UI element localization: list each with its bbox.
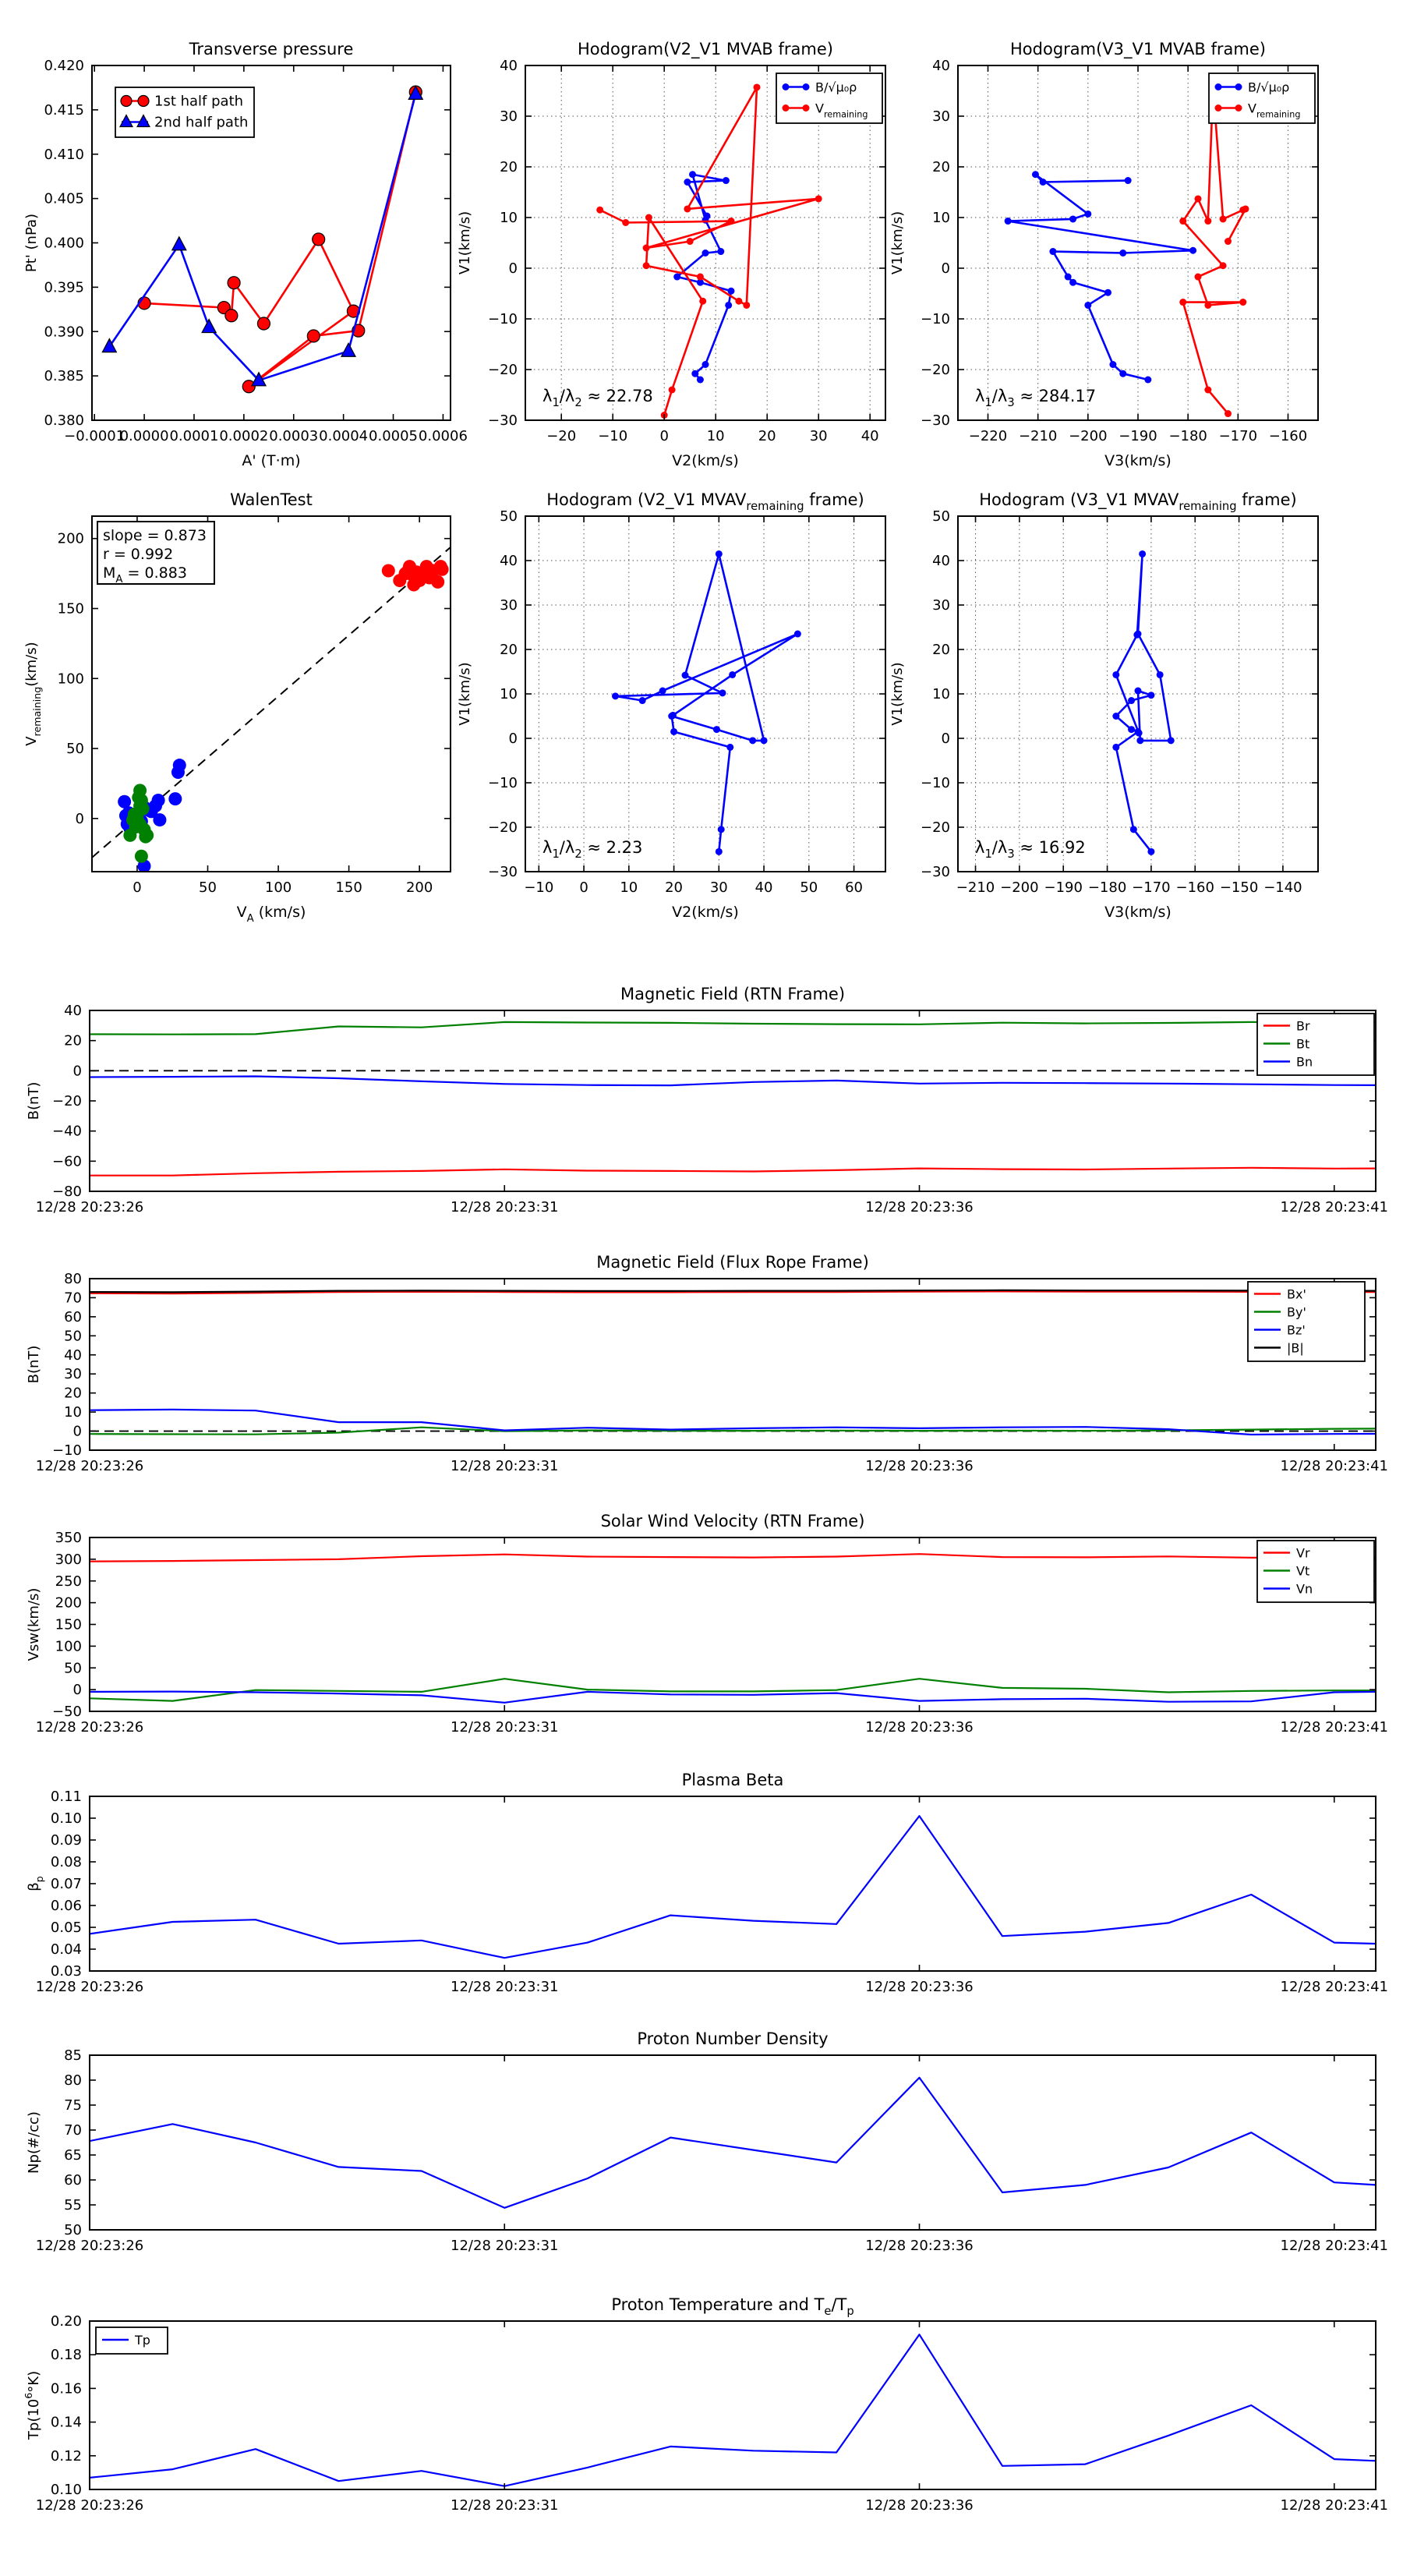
y-tick-label: −20 bbox=[52, 1093, 82, 1109]
x-tick-label: 0 bbox=[133, 879, 142, 896]
y-tick-label: 150 bbox=[57, 600, 84, 617]
y-tick-label: −30 bbox=[921, 412, 950, 429]
lambda-annotation: $\lambda_1/\lambda_2 \approx 2.23$ bbox=[542, 838, 643, 861]
plot-b-fluxrope bbox=[26, 1253, 1388, 1474]
x-tick-label: 0.0004 bbox=[319, 428, 369, 444]
y-axis-label: $V_{remaining}(km/s)$ bbox=[23, 642, 43, 746]
y-tick-label: −80 bbox=[52, 1184, 82, 1200]
x-tick-label: 30 bbox=[809, 428, 828, 444]
y-tick-label: 0.12 bbox=[50, 2447, 82, 2465]
legend-label: Bx' bbox=[1287, 1286, 1306, 1302]
y-tick-label: 30 bbox=[500, 597, 518, 614]
x-tick-label: 12/28 20:23:36 bbox=[865, 1199, 974, 1215]
x-tick-label: −220 bbox=[968, 428, 1008, 444]
y-tick-label: 0.06 bbox=[50, 1898, 82, 1914]
y-tick-label: 30 bbox=[932, 108, 950, 125]
x-tick-label: 12/28 20:23:41 bbox=[1280, 1719, 1388, 1736]
x-tick-label: 12/28 20:23:26 bbox=[35, 1719, 144, 1736]
x-tick-label: 12/28 20:23:31 bbox=[451, 1979, 559, 1995]
y-tick-label: 40 bbox=[500, 553, 518, 569]
series-group bbox=[1005, 83, 1249, 417]
legend-label: Tp bbox=[135, 2333, 150, 2348]
series-group bbox=[90, 2078, 1376, 2208]
x-tick-label: 150 bbox=[335, 879, 362, 896]
y-tick-label: 10 bbox=[932, 210, 950, 226]
y-tick-label: 0.14 bbox=[50, 2414, 82, 2431]
plot-title: Proton Number Density bbox=[637, 2029, 829, 2048]
y-axis-label: V1(km/s) bbox=[889, 662, 906, 726]
series-B/√μ₀ρ bbox=[1008, 175, 1193, 380]
series-group bbox=[596, 83, 822, 419]
legend-label: $V_{remaining}$ bbox=[815, 101, 868, 120]
y-tick-label: −10 bbox=[488, 775, 518, 791]
y-tick-label: 65 bbox=[64, 2147, 82, 2164]
lambda-annotation: $\lambda_1/\lambda_3 \approx 16.92$ bbox=[975, 838, 1086, 861]
legend-label: 2nd half path bbox=[154, 114, 249, 131]
legend-label: Bn bbox=[1296, 1054, 1313, 1070]
y-tick-label: 0.07 bbox=[50, 1876, 82, 1892]
x-tick-label: −170 bbox=[1218, 428, 1258, 444]
y-tick-label: 0.395 bbox=[44, 279, 84, 296]
y-tick-label: 0 bbox=[508, 260, 518, 277]
plot-b-rtn bbox=[26, 985, 1388, 1215]
y-tick-label: −40 bbox=[52, 1123, 82, 1140]
y-tick-label: 10 bbox=[500, 210, 518, 226]
x-tick-label: 12/28 20:23:31 bbox=[451, 1458, 559, 1474]
y-tick-label: 80 bbox=[64, 1271, 82, 1287]
y-tick-label: 80 bbox=[64, 2072, 82, 2089]
series-V~remaining~ bbox=[600, 87, 818, 416]
series-group bbox=[92, 547, 451, 872]
x-tick-label: −210 bbox=[956, 879, 995, 896]
y-tick-label: 20 bbox=[932, 642, 950, 658]
x-tick-label: 12/28 20:23:31 bbox=[451, 2238, 559, 2254]
y-tick-label: −20 bbox=[488, 362, 518, 378]
plot-vsw-rtn bbox=[26, 1512, 1388, 1736]
y-tick-label: 0.05 bbox=[50, 1920, 82, 1936]
x-tick-label: 12/28 20:23:41 bbox=[1280, 2238, 1388, 2254]
y-tick-label: 20 bbox=[64, 1032, 82, 1049]
x-tick-label: −190 bbox=[1044, 879, 1083, 896]
series-Vr bbox=[90, 1554, 1376, 1562]
x-tick-label: 12/28 20:23:26 bbox=[35, 2238, 144, 2254]
y-tick-label: 0 bbox=[508, 731, 518, 747]
x-tick-label: 12/28 20:23:36 bbox=[865, 1979, 974, 1995]
y-tick-label: 0 bbox=[72, 1682, 82, 1699]
y-tick-label: 0.18 bbox=[50, 2347, 82, 2364]
x-tick-label: 0.0001 bbox=[169, 428, 219, 444]
y-tick-label: 0.405 bbox=[44, 190, 84, 207]
plot-plasma-beta bbox=[26, 1771, 1388, 1995]
y-tick-label: −10 bbox=[921, 775, 950, 791]
series-group bbox=[612, 550, 801, 855]
x-tick-label: 0.0003 bbox=[269, 428, 319, 444]
y-tick-label: 0.10 bbox=[50, 2482, 82, 2498]
y-tick-label: 10 bbox=[64, 1404, 82, 1421]
x-axis-label: A' (T·m) bbox=[242, 452, 301, 469]
plot-title: Solar Wind Velocity (RTN Frame) bbox=[600, 1512, 865, 1530]
plot-hodogram-v2v1-mvav bbox=[457, 490, 885, 921]
y-axis-label: V1(km/s) bbox=[457, 662, 473, 726]
x-tick-label: 40 bbox=[861, 428, 879, 444]
x-tick-label: −210 bbox=[1018, 428, 1058, 444]
plot-title: Plasma Beta bbox=[681, 1771, 784, 1789]
y-tick-label: 50 bbox=[64, 1328, 82, 1345]
y-tick-label: −10 bbox=[488, 311, 518, 327]
x-tick-label: −160 bbox=[1175, 879, 1214, 896]
lambda-annotation: $\lambda_1/\lambda_3 \approx 284.17$ bbox=[975, 387, 1097, 409]
x-axis-label: V2(km/s) bbox=[672, 452, 739, 469]
x-tick-label: 50 bbox=[800, 879, 818, 896]
y-tick-label: 20 bbox=[500, 159, 518, 175]
legend-label: Vt bbox=[1296, 1563, 1310, 1579]
x-axis-label: $V_A$ (km/s) bbox=[236, 904, 306, 925]
y-tick-label: 0.08 bbox=[50, 1854, 82, 1870]
legend-label: B/√μ₀ρ bbox=[1248, 80, 1290, 95]
y-tick-label: 0.420 bbox=[44, 58, 84, 74]
y-tick-label: −10 bbox=[921, 311, 950, 327]
legend-label: 1st half path bbox=[154, 93, 244, 110]
series-Tp bbox=[90, 2334, 1376, 2486]
y-tick-label: 75 bbox=[64, 2097, 82, 2114]
x-tick-label: −170 bbox=[1132, 879, 1171, 896]
series-V3_V1 path bbox=[1116, 554, 1172, 852]
y-tick-label: 10 bbox=[932, 686, 950, 702]
x-tick-label: 12/28 20:23:36 bbox=[865, 1719, 974, 1736]
y-tick-label: 0 bbox=[941, 731, 950, 747]
legend-label: Br bbox=[1296, 1018, 1310, 1034]
y-tick-label: 200 bbox=[57, 530, 84, 547]
y-axis-label: $Tp(10^6^\circ K)$ bbox=[23, 2370, 42, 2440]
y-tick-label: 40 bbox=[932, 58, 950, 74]
y-tick-label: 40 bbox=[500, 58, 518, 74]
y-tick-label: 60 bbox=[64, 2172, 82, 2189]
y-tick-label: 0.385 bbox=[44, 368, 84, 385]
y-tick-label: −30 bbox=[488, 864, 518, 880]
y-tick-label: 50 bbox=[64, 1660, 82, 1677]
x-tick-label: −20 bbox=[546, 428, 577, 444]
x-tick-label: 12/28 20:23:31 bbox=[451, 1199, 559, 1215]
y-axis-label: $\beta_p$ bbox=[26, 1876, 45, 1891]
plot-proton-temp bbox=[23, 2295, 1388, 2514]
x-tick-label: −140 bbox=[1263, 879, 1302, 896]
y-tick-label: −60 bbox=[52, 1153, 82, 1170]
y-tick-label: 0.415 bbox=[44, 101, 84, 119]
x-tick-label: 0 bbox=[579, 879, 588, 896]
x-tick-label: −200 bbox=[1069, 428, 1108, 444]
plot-title: Hodogram (V3_V1 $MVAV_{remaining}$ frame) bbox=[979, 490, 1297, 513]
plot-title: Hodogram (V2_V1 $MVAV_{remaining}$ frame) bbox=[546, 490, 864, 513]
y-tick-label: 30 bbox=[64, 1366, 82, 1383]
y-tick-label: 40 bbox=[64, 1003, 82, 1019]
x-tick-label: −0.0001 bbox=[64, 428, 125, 444]
x-tick-label: 12/28 20:23:26 bbox=[35, 1458, 144, 1474]
plot-hodogram-v3v1-mvav bbox=[889, 490, 1318, 921]
x-tick-label: 100 bbox=[264, 879, 292, 896]
y-axis-label: V1(km/s) bbox=[457, 211, 473, 275]
plot-proton-density bbox=[26, 2029, 1388, 2254]
series-group bbox=[90, 1816, 1376, 1958]
series-Np bbox=[90, 2078, 1376, 2208]
y-tick-label: 0 bbox=[72, 1423, 82, 1440]
plot-walen-test bbox=[23, 490, 451, 925]
y-tick-label: −10 bbox=[52, 1442, 82, 1459]
x-tick-label: −150 bbox=[1219, 879, 1259, 896]
legend-label: |B| bbox=[1287, 1340, 1304, 1356]
y-tick-label: 300 bbox=[55, 1551, 82, 1568]
legend-label: B/√μ₀ρ bbox=[815, 80, 857, 95]
x-tick-label: 0.0005 bbox=[369, 428, 419, 444]
legend-label: By' bbox=[1287, 1304, 1306, 1320]
x-tick-label: 20 bbox=[758, 428, 776, 444]
y-tick-label: 0.11 bbox=[50, 1789, 82, 1805]
x-tick-label: 12/28 20:23:41 bbox=[1280, 2497, 1388, 2514]
series-group bbox=[90, 1290, 1376, 1435]
plot-title: WalenTest bbox=[230, 490, 313, 509]
x-tick-label: 0.0002 bbox=[219, 428, 269, 444]
y-tick-label: 10 bbox=[500, 686, 518, 702]
y-tick-label: 30 bbox=[932, 597, 950, 614]
plot-title: Transverse pressure bbox=[189, 40, 354, 58]
x-tick-label: 50 bbox=[199, 879, 217, 896]
x-tick-label: −180 bbox=[1087, 879, 1127, 896]
stats-line: r = 0.992 bbox=[103, 546, 174, 563]
y-tick-label: −20 bbox=[921, 819, 950, 836]
legend-label: Bt bbox=[1296, 1036, 1310, 1052]
series-group bbox=[1112, 550, 1174, 855]
x-tick-label: −180 bbox=[1168, 428, 1207, 444]
y-tick-label: 200 bbox=[55, 1594, 82, 1612]
y-axis-label: Vsw(km/s) bbox=[26, 1587, 42, 1661]
lambda-annotation: $\lambda_1/\lambda_2 \approx 22.78$ bbox=[542, 387, 653, 409]
y-tick-label: 0.16 bbox=[50, 2380, 82, 2397]
y-tick-label: 20 bbox=[500, 642, 518, 658]
legend-label: Vr bbox=[1296, 1545, 1310, 1561]
x-tick-label: 0.0006 bbox=[418, 428, 468, 444]
x-tick-label: 10 bbox=[620, 879, 638, 896]
y-tick-label: 40 bbox=[932, 553, 950, 569]
plot-title: Magnetic Field (RTN Frame) bbox=[620, 985, 846, 1003]
series-Bt bbox=[90, 1022, 1376, 1035]
x-tick-label: −200 bbox=[1000, 879, 1039, 896]
legend-label: Bz' bbox=[1287, 1322, 1306, 1338]
y-tick-label: 350 bbox=[55, 1530, 82, 1546]
x-tick-label: 20 bbox=[665, 879, 684, 896]
x-tick-label: 200 bbox=[405, 879, 433, 896]
y-tick-label: 0.10 bbox=[50, 1810, 82, 1827]
y-tick-label: 70 bbox=[64, 1290, 82, 1307]
y-tick-label: −30 bbox=[488, 412, 518, 429]
x-tick-label: 12/28 20:23:41 bbox=[1280, 1199, 1388, 1215]
x-tick-label: 40 bbox=[755, 879, 773, 896]
plot-title: Proton Temperature and $T_e/T_p$ bbox=[611, 2295, 854, 2318]
y-axis-label: V1(km/s) bbox=[889, 211, 906, 275]
x-tick-label: 12/28 20:23:41 bbox=[1280, 1458, 1388, 1474]
x-tick-label: 0.0000 bbox=[119, 428, 169, 444]
x-tick-label: 60 bbox=[845, 879, 864, 896]
x-axis-label: V3(km/s) bbox=[1104, 904, 1172, 921]
y-tick-label: 0.09 bbox=[50, 1832, 82, 1849]
y-tick-label: 0.04 bbox=[50, 1941, 82, 1958]
y-tick-label: 50 bbox=[500, 508, 518, 525]
plot-hodogram-v3v1-mvab bbox=[889, 40, 1318, 469]
y-tick-label: 100 bbox=[55, 1638, 82, 1655]
series-Vn bbox=[90, 1692, 1376, 1703]
y-tick-label: 100 bbox=[57, 671, 84, 688]
y-axis-label: B(nT) bbox=[26, 1081, 42, 1120]
x-tick-label: 12/28 20:23:36 bbox=[865, 2238, 974, 2254]
y-axis-label: B(nT) bbox=[26, 1345, 42, 1384]
y-tick-label: 0.380 bbox=[44, 412, 84, 429]
x-tick-label: 12/28 20:23:31 bbox=[451, 1719, 559, 1736]
y-tick-label: 70 bbox=[64, 2122, 82, 2139]
x-tick-label: 12/28 20:23:31 bbox=[451, 2497, 559, 2514]
series-group bbox=[90, 1554, 1376, 1703]
legend-label: Vn bbox=[1296, 1581, 1313, 1597]
x-tick-label: 12/28 20:23:41 bbox=[1280, 1979, 1388, 1995]
y-tick-label: 20 bbox=[64, 1385, 82, 1402]
legend-label: $V_{remaining}$ bbox=[1248, 101, 1301, 120]
y-tick-label: 250 bbox=[55, 1573, 82, 1590]
x-tick-label: −10 bbox=[598, 428, 628, 444]
y-tick-label: 0.20 bbox=[50, 2313, 82, 2330]
y-tick-label: 0.390 bbox=[44, 324, 84, 341]
x-tick-label: −190 bbox=[1119, 428, 1157, 444]
y-tick-label: 30 bbox=[500, 108, 518, 125]
x-tick-label: 30 bbox=[709, 879, 728, 896]
x-tick-label: 12/28 20:23:26 bbox=[35, 2497, 144, 2514]
plot-title: Magnetic Field (Flux Rope Frame) bbox=[596, 1253, 869, 1272]
series-group bbox=[90, 2334, 1376, 2486]
y-tick-label: 0 bbox=[75, 810, 84, 827]
series-Br bbox=[90, 1168, 1376, 1176]
y-tick-label: 40 bbox=[64, 1346, 82, 1364]
x-axis-label: V2(km/s) bbox=[672, 904, 739, 921]
y-axis-label: Pt' (nPa) bbox=[23, 213, 40, 273]
series-beta_p bbox=[90, 1816, 1376, 1958]
y-axis-label: Np(#/cc) bbox=[26, 2111, 42, 2174]
series-group bbox=[90, 1022, 1376, 1176]
y-tick-label: 50 bbox=[932, 508, 950, 525]
stats-line: slope = 0.873 bbox=[103, 527, 207, 544]
y-tick-label: −30 bbox=[921, 864, 950, 880]
series-Vt bbox=[90, 1679, 1376, 1700]
x-tick-label: −10 bbox=[524, 879, 554, 896]
stats-line: $M_A = 0.883$ bbox=[103, 564, 187, 586]
plot-hodogram-v2v1-mvab bbox=[457, 40, 885, 469]
y-tick-label: 60 bbox=[64, 1308, 82, 1325]
x-tick-label: 0 bbox=[659, 428, 669, 444]
x-tick-label: 12/28 20:23:36 bbox=[865, 1458, 974, 1474]
y-tick-label: −20 bbox=[921, 362, 950, 378]
y-tick-label: 0.03 bbox=[50, 1963, 82, 1980]
y-tick-label: 0 bbox=[941, 260, 950, 277]
y-tick-label: 20 bbox=[932, 159, 950, 175]
y-tick-label: 0 bbox=[72, 1063, 82, 1080]
x-tick-label: 12/28 20:23:26 bbox=[35, 1979, 144, 1995]
x-axis-label: V3(km/s) bbox=[1104, 452, 1172, 469]
y-tick-label: 150 bbox=[55, 1616, 82, 1633]
x-tick-label: 10 bbox=[706, 428, 725, 444]
plot-transverse-pressure bbox=[23, 40, 468, 469]
y-tick-label: 0.410 bbox=[44, 146, 84, 163]
x-tick-label: 12/28 20:23:36 bbox=[865, 2497, 974, 2514]
plot-title: Hodogram(V2_V1 MVAB frame) bbox=[578, 40, 833, 58]
y-tick-label: 85 bbox=[64, 2047, 82, 2064]
y-tick-label: 0.400 bbox=[44, 235, 84, 252]
y-tick-label: −20 bbox=[488, 819, 518, 836]
y-tick-label: 50 bbox=[66, 741, 84, 758]
x-tick-label: 12/28 20:23:26 bbox=[35, 1199, 144, 1215]
series-Bn bbox=[90, 1077, 1376, 1086]
x-tick-label: −160 bbox=[1268, 428, 1308, 444]
y-tick-label: 55 bbox=[64, 2197, 82, 2213]
plot-title: Hodogram(V3_V1 MVAB frame) bbox=[1010, 40, 1266, 58]
y-tick-label: 50 bbox=[64, 2222, 82, 2238]
y-tick-label: −50 bbox=[52, 1704, 82, 1720]
